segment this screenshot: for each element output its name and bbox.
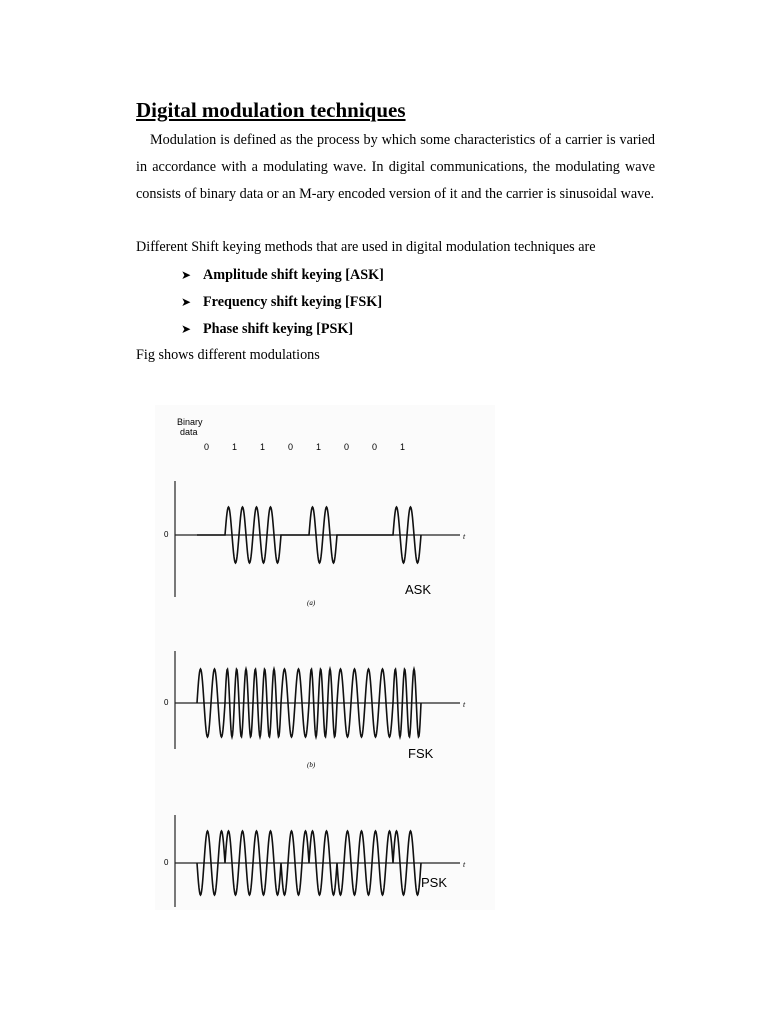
method-label: Amplitude shift keying [ASK]: [203, 267, 384, 283]
arrow-bullet-icon: ➤: [181, 295, 192, 309]
bit-label: 0: [344, 442, 350, 452]
bit-label: 0: [204, 442, 210, 452]
fsk-panel: [164, 651, 466, 769]
ask-time-label: t: [463, 532, 466, 541]
fsk-time-label: t: [463, 700, 466, 709]
binary-label: Binary: [177, 417, 203, 427]
figure-caption: Fig shows different modulations: [136, 347, 320, 363]
psk-time-label: t: [463, 860, 466, 869]
method-label: Phase shift keying [PSK]: [203, 321, 354, 337]
bit-labels: [204, 442, 405, 452]
bit-label: 1: [260, 442, 266, 452]
bit-label: 1: [400, 442, 406, 452]
arrow-bullet-icon: ➤: [181, 268, 192, 282]
psk-panel: [164, 815, 466, 907]
fsk-sublabel: (b): [307, 761, 316, 769]
fsk-label: FSK: [408, 746, 434, 761]
bit-label: 0: [372, 442, 378, 452]
method-item: [181, 289, 384, 316]
ask-label: ASK: [405, 582, 432, 597]
method-item: [181, 262, 384, 289]
page-title: Digital modulation techniques: [136, 98, 406, 122]
modulation-diagram: [155, 405, 495, 910]
psk-label: PSK: [421, 875, 448, 890]
bit-label: 1: [316, 442, 322, 452]
ask-sublabel: (a): [307, 599, 316, 607]
ask-panel: [164, 481, 466, 607]
binary-label-data: data: [180, 427, 198, 437]
method-label: Frequency shift keying [FSK]: [203, 294, 383, 310]
modulation-figure: [155, 405, 495, 910]
methods-intro: Different Shift keying methods that are used in digital modulation techniques are: [136, 239, 596, 255]
bit-label: 0: [288, 442, 294, 452]
arrow-bullet-icon: ➤: [181, 322, 192, 336]
method-item: [181, 316, 384, 343]
psk-zero-label: 0: [164, 858, 169, 867]
methods-list: [181, 262, 384, 343]
bit-label: 1: [232, 442, 238, 452]
intro-paragraph: Modulation is defined as the process by which some characteristics of a carrier is varied in accordance with a modulating wave. In digital communications, the modulating wave consists of binary data or an M-ary encoded version of it and the carrier is sinusoidal wave.: [136, 132, 655, 203]
ask-zero-label: 0: [164, 530, 169, 539]
fsk-zero-label: 0: [164, 698, 169, 707]
